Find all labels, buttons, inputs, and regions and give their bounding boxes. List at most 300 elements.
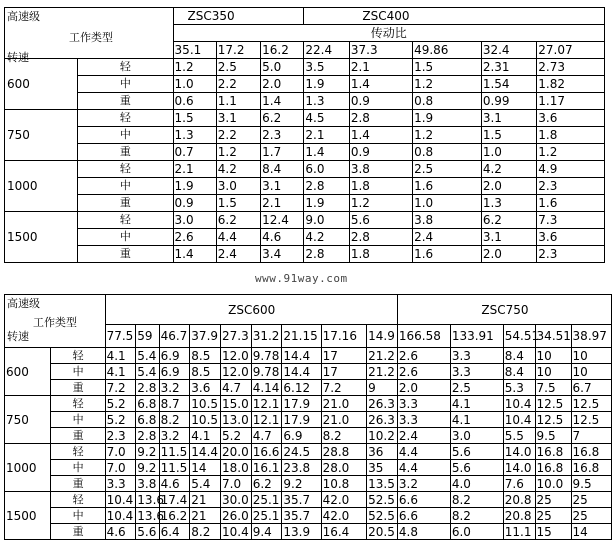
value-cell: 3.1	[481, 110, 536, 127]
table-row	[5, 380, 612, 396]
value-cell: 6.12	[282, 380, 321, 396]
value-cell: 3.0	[173, 212, 216, 229]
value-cell: 1.0	[173, 76, 216, 93]
value-cell: 10.5	[190, 412, 221, 428]
load-type-cell: 重	[78, 93, 173, 110]
value-cell: 1.0	[481, 144, 536, 161]
value-cell: 1.9	[304, 195, 349, 212]
value-cell: 16.1	[251, 460, 282, 476]
table-row	[5, 127, 605, 144]
value-cell: 3.3	[397, 396, 450, 412]
value-cell: 20.8	[503, 508, 535, 524]
load-type-cell: 轻	[78, 59, 173, 76]
value-cell: 2.0	[481, 246, 536, 263]
rating-table-zsc600-zsc750	[4, 294, 612, 540]
table-row	[5, 195, 605, 212]
value-cell: 1.2	[216, 144, 260, 161]
value-cell: 9.78	[251, 348, 282, 364]
value-cell: 2.6	[397, 348, 450, 364]
value-cell: 10.8	[321, 476, 367, 492]
ratio-header-cell: 77.5	[105, 325, 136, 348]
value-cell: 2.3	[537, 178, 605, 195]
value-cell: 1.17	[537, 93, 605, 110]
table-row	[5, 364, 612, 380]
load-type-cell: 轻	[78, 161, 173, 178]
value-cell: 5.6	[349, 212, 412, 229]
value-cell: 28.8	[321, 444, 367, 460]
value-cell: 8.7	[159, 396, 190, 412]
value-cell: 8.2	[321, 428, 367, 444]
speed-cell: 1500	[5, 492, 51, 540]
load-type-cell: 重	[50, 428, 105, 444]
value-cell: 3.0	[450, 428, 503, 444]
value-cell: 2.0	[397, 380, 450, 396]
ratio-header-cell: 46.7	[159, 325, 190, 348]
ratio-header-cell: 27.3	[221, 325, 252, 348]
value-cell: 42.0	[321, 492, 367, 508]
table-row	[5, 508, 612, 524]
value-cell: 25	[535, 508, 571, 524]
model-header-zsc750: ZSC750	[397, 295, 611, 325]
table-row	[5, 412, 612, 428]
value-cell: 25	[571, 492, 611, 508]
value-cell: 16.2	[159, 508, 190, 524]
value-cell: 18.0	[221, 460, 252, 476]
value-cell: 7.0	[221, 476, 252, 492]
value-cell: 3.3	[105, 476, 136, 492]
value-cell: 1.2	[173, 59, 216, 76]
value-cell: 4.7	[251, 428, 282, 444]
value-cell: 5.6	[136, 524, 159, 540]
value-cell: 5.4	[136, 364, 159, 380]
value-cell: 2.8	[349, 110, 412, 127]
value-cell: 3.2	[159, 380, 190, 396]
value-cell: 10.2	[367, 428, 398, 444]
value-cell: 1.4	[304, 144, 349, 161]
value-cell: 20.5	[367, 524, 398, 540]
value-cell: 1.3	[173, 127, 216, 144]
value-cell: 16.6	[251, 444, 282, 460]
value-cell: 10	[571, 364, 611, 380]
value-cell: 7.6	[503, 476, 535, 492]
value-cell: 26.3	[367, 396, 398, 412]
value-cell: 5.3	[503, 380, 535, 396]
value-cell: 9.5	[571, 476, 611, 492]
value-cell: 14	[190, 460, 221, 476]
load-type-cell: 轻	[50, 348, 105, 364]
speed-cell: 750	[5, 396, 51, 444]
value-cell: 5.6	[450, 460, 503, 476]
value-cell: 12.5	[571, 396, 611, 412]
value-cell: 2.4	[216, 246, 260, 263]
value-cell: 2.2	[216, 127, 260, 144]
value-cell: 26.0	[221, 508, 252, 524]
load-type-cell: 重	[50, 476, 105, 492]
ratio-header-cell: 16.2	[261, 42, 304, 59]
value-cell: 17.9	[282, 396, 321, 412]
value-cell: 3.3	[450, 348, 503, 364]
value-cell: 9.2	[136, 460, 159, 476]
value-cell: 16.4	[321, 524, 367, 540]
load-type-cell: 中	[78, 178, 173, 195]
value-cell: 3.3	[397, 412, 450, 428]
value-cell: 1.7	[261, 144, 304, 161]
value-cell: 2.8	[136, 380, 159, 396]
speed-cell: 600	[5, 59, 78, 110]
value-cell: 3.1	[216, 110, 260, 127]
value-cell: 2.4	[397, 428, 450, 444]
value-cell: 0.8	[413, 93, 482, 110]
value-cell: 3.2	[159, 428, 190, 444]
value-cell: 1.2	[349, 195, 412, 212]
value-cell: 2.1	[304, 127, 349, 144]
table-row	[5, 161, 605, 178]
value-cell: 24.5	[282, 444, 321, 460]
ratio-header-cell: 37.3	[349, 42, 412, 59]
value-cell: 14.0	[503, 444, 535, 460]
value-cell: 0.6	[173, 93, 216, 110]
table-row	[5, 212, 605, 229]
value-cell: 4.0	[450, 476, 503, 492]
value-cell: 2.5	[413, 161, 482, 178]
value-cell: 1.82	[537, 76, 605, 93]
value-cell: 4.14	[251, 380, 282, 396]
value-cell: 36	[367, 444, 398, 460]
load-type-cell: 中	[50, 508, 105, 524]
value-cell: 2.8	[349, 229, 412, 246]
load-type-cell: 中	[50, 460, 105, 476]
table-row	[5, 524, 612, 540]
value-cell: 8.5	[190, 364, 221, 380]
value-cell: 4.4	[397, 460, 450, 476]
load-type-cell: 轻	[50, 444, 105, 460]
table-row	[5, 229, 605, 246]
value-cell: 0.9	[173, 195, 216, 212]
value-cell: 28.0	[321, 460, 367, 476]
load-type-cell: 中	[50, 364, 105, 380]
value-cell: 52.5	[367, 508, 398, 524]
value-cell: 1.9	[413, 110, 482, 127]
value-cell: 35	[367, 460, 398, 476]
value-cell: 3.8	[413, 212, 482, 229]
ratio-header-cell: 166.58	[397, 325, 450, 348]
value-cell: 2.31	[481, 59, 536, 76]
table-row	[5, 476, 612, 492]
value-cell: 3.3	[450, 364, 503, 380]
value-cell: 30.0	[221, 492, 252, 508]
value-cell: 2.6	[397, 364, 450, 380]
value-cell: 2.8	[304, 178, 349, 195]
value-cell: 1.4	[349, 76, 412, 93]
value-cell: 3.8	[349, 161, 412, 178]
value-cell: 2.3	[537, 246, 605, 263]
value-cell: 10	[535, 348, 571, 364]
value-cell: 4.1	[450, 412, 503, 428]
table-row	[5, 492, 612, 508]
value-cell: 3.1	[481, 229, 536, 246]
value-cell: 15.0	[221, 396, 252, 412]
value-cell: 6.2	[261, 110, 304, 127]
value-cell: 1.6	[537, 195, 605, 212]
ratio-header-cell: 21.15	[282, 325, 321, 348]
value-cell: 14.4	[190, 444, 221, 460]
value-cell: 6.2	[481, 212, 536, 229]
value-cell: 26.3	[367, 412, 398, 428]
value-cell: 7.0	[105, 444, 136, 460]
table-row	[5, 59, 605, 76]
value-cell: 2.1	[349, 59, 412, 76]
value-cell: 3.8	[136, 476, 159, 492]
value-cell: 4.1	[190, 428, 221, 444]
value-cell: 9	[367, 380, 398, 396]
value-cell: 8.2	[159, 412, 190, 428]
website-watermark: www.91way.com	[255, 272, 348, 285]
value-cell: 5.2	[105, 412, 136, 428]
table-row	[5, 460, 612, 476]
value-cell: 21.0	[321, 396, 367, 412]
value-cell: 21.2	[367, 364, 398, 380]
load-type-cell: 重	[50, 524, 105, 540]
rotation-speed-label: 转速	[7, 51, 29, 64]
work-type-label: 工作类型	[33, 316, 77, 329]
value-cell: 7.5	[535, 380, 571, 396]
value-cell: 9.0	[304, 212, 349, 229]
table-row	[5, 348, 612, 364]
load-type-cell: 重	[50, 380, 105, 396]
value-cell: 2.0	[261, 76, 304, 93]
value-cell: 14.4	[282, 364, 321, 380]
table-row	[5, 93, 605, 110]
value-cell: 9.2	[282, 476, 321, 492]
value-cell: 5.2	[221, 428, 252, 444]
ratio-header-cell: 22.4	[304, 42, 349, 59]
value-cell: 23.8	[282, 460, 321, 476]
ratio-header-cell: 32.4	[481, 42, 536, 59]
table-row	[5, 444, 612, 460]
value-cell: 6.9	[159, 348, 190, 364]
speed-cell: 1000	[5, 161, 78, 212]
value-cell: 1.4	[173, 246, 216, 263]
value-cell: 4.6	[261, 229, 304, 246]
value-cell: 6.4	[159, 524, 190, 540]
ratio-header-cell: 49.86	[413, 42, 482, 59]
value-cell: 4.6	[159, 476, 190, 492]
value-cell: 5.4	[136, 348, 159, 364]
value-cell: 1.6	[413, 178, 482, 195]
value-cell: 5.6	[450, 444, 503, 460]
load-type-cell: 重	[78, 246, 173, 263]
model-header-zsc350: ZSC350	[173, 8, 304, 25]
value-cell: 0.9	[349, 93, 412, 110]
table-row	[5, 144, 605, 161]
value-cell: 5.2	[105, 396, 136, 412]
value-cell: 2.8	[136, 428, 159, 444]
value-cell: 5.4	[190, 476, 221, 492]
model-header-zsc400: ZSC400	[304, 8, 605, 25]
value-cell: 2.6	[173, 229, 216, 246]
value-cell: 4.1	[105, 348, 136, 364]
value-cell: 20.8	[503, 492, 535, 508]
speed-cell: 750	[5, 110, 78, 161]
value-cell: 10	[571, 348, 611, 364]
value-cell: 9.78	[251, 364, 282, 380]
value-cell: 2.73	[537, 59, 605, 76]
value-cell: 1.4	[349, 127, 412, 144]
value-cell: 13.9	[282, 524, 321, 540]
value-cell: 7	[571, 428, 611, 444]
value-cell: 15	[535, 524, 571, 540]
ratio-header-cell: 54.51	[503, 325, 535, 348]
load-type-cell: 轻	[50, 396, 105, 412]
value-cell: 1.3	[304, 93, 349, 110]
value-cell: 11.5	[159, 460, 190, 476]
load-type-cell: 中	[78, 76, 173, 93]
value-cell: 6.8	[136, 396, 159, 412]
value-cell: 3.4	[261, 246, 304, 263]
ratio-header-cell: 38.97	[571, 325, 611, 348]
value-cell: 1.5	[216, 195, 260, 212]
value-cell: 4.7	[221, 380, 252, 396]
value-cell: 7.2	[105, 380, 136, 396]
value-cell: 14.4	[282, 348, 321, 364]
value-cell: 3.6	[537, 229, 605, 246]
table-row	[5, 178, 605, 195]
ratio-header-cell: 14.9	[367, 325, 398, 348]
value-cell: 10.4	[503, 412, 535, 428]
value-cell: 16.8	[571, 460, 611, 476]
value-cell: 4.6	[105, 524, 136, 540]
value-cell: 16.8	[535, 444, 571, 460]
speed-cell: 600	[5, 348, 51, 396]
high-speed-stage-label: 高速级	[7, 10, 40, 23]
value-cell: 16.8	[535, 460, 571, 476]
value-cell: 0.9	[349, 144, 412, 161]
value-cell: 6.8	[136, 412, 159, 428]
value-cell: 10.5	[190, 396, 221, 412]
value-cell: 1.2	[413, 127, 482, 144]
value-cell: 2.3	[105, 428, 136, 444]
value-cell: 12.0	[221, 348, 252, 364]
value-cell: 21.0	[321, 412, 367, 428]
value-cell: 1.1	[216, 93, 260, 110]
value-cell: 52.5	[367, 492, 398, 508]
value-cell: 16.8	[571, 444, 611, 460]
value-cell: 4.4	[397, 444, 450, 460]
value-cell: 1.6	[413, 246, 482, 263]
value-cell: 7.0	[105, 460, 136, 476]
value-cell: 3.1	[261, 178, 304, 195]
model-header-zsc600: ZSC600	[105, 295, 397, 325]
value-cell: 2.1	[173, 161, 216, 178]
load-type-cell: 中	[78, 229, 173, 246]
ratio-header-cell: 133.91	[450, 325, 503, 348]
value-cell: 4.2	[304, 229, 349, 246]
value-cell: 13.6	[137, 508, 165, 523]
value-cell: 11.5	[159, 444, 190, 460]
value-cell: 21	[190, 508, 221, 524]
value-cell: 1.8	[349, 246, 412, 263]
work-type-label: 工作类型	[69, 31, 113, 44]
value-cell: 6.6	[397, 508, 450, 524]
value-cell: 13.5	[367, 476, 398, 492]
value-cell: 8.2	[190, 524, 221, 540]
value-cell: 17	[321, 364, 367, 380]
load-type-cell: 重	[78, 195, 173, 212]
value-cell: 2.2	[216, 76, 260, 93]
value-cell: 2.1	[261, 195, 304, 212]
value-cell: 1.5	[413, 59, 482, 76]
value-cell: 1.0	[413, 195, 482, 212]
value-cell: 17.4	[159, 492, 190, 508]
value-cell: 6.9	[282, 428, 321, 444]
table-row	[5, 428, 612, 444]
value-cell: 1.5	[173, 110, 216, 127]
rating-table-zsc350-zsc400	[4, 7, 605, 263]
value-cell: 8.4	[503, 364, 535, 380]
value-cell: 8.2	[450, 492, 503, 508]
value-cell: 8.4	[261, 161, 304, 178]
value-cell: 6.7	[571, 380, 611, 396]
value-cell: 1.2	[413, 76, 482, 93]
high-speed-stage-label: 高速级	[7, 297, 40, 310]
value-cell: 14	[571, 524, 611, 540]
value-cell: 12.1	[251, 396, 282, 412]
table-corner-header	[5, 8, 174, 64]
value-cell: 9.4	[251, 524, 282, 540]
value-cell: 10.4	[105, 508, 136, 524]
value-cell: 1.2	[537, 144, 605, 161]
value-cell: 6.6	[397, 492, 450, 508]
value-cell: 21	[190, 492, 221, 508]
value-cell: 35.7	[282, 508, 321, 524]
value-cell: 12.1	[251, 412, 282, 428]
value-cell: 3.0	[216, 178, 260, 195]
value-cell: 8.4	[503, 348, 535, 364]
value-cell: 12.4	[261, 212, 304, 229]
value-cell: 2.8	[304, 246, 349, 263]
value-cell: 12.5	[535, 396, 571, 412]
speed-cell: 1500	[5, 212, 78, 263]
table-row	[5, 76, 605, 93]
value-cell: 6.2	[251, 476, 282, 492]
value-cell: 21.2	[367, 348, 398, 364]
value-cell: 3.5	[304, 59, 349, 76]
table-row	[5, 396, 612, 412]
value-cell: 4.2	[216, 161, 260, 178]
load-type-cell: 中	[50, 412, 105, 428]
ratio-header-cell: 34.51	[535, 325, 571, 348]
value-cell: 10.4	[221, 524, 252, 540]
value-cell: 17	[321, 348, 367, 364]
load-type-cell: 轻	[50, 492, 105, 508]
ratio-header-cell: 17.16	[321, 325, 367, 348]
value-cell: 4.9	[537, 161, 605, 178]
value-cell: 25.1	[251, 508, 282, 524]
value-cell: 0.99	[481, 93, 536, 110]
value-cell: 1.54	[481, 76, 536, 93]
value-cell: 6.0	[450, 524, 503, 540]
value-cell: 10.4	[503, 396, 535, 412]
ratio-header-cell: 27.07	[537, 42, 605, 59]
value-cell: 10	[535, 364, 571, 380]
value-cell: 12.5	[535, 412, 571, 428]
value-cell: 1.9	[173, 178, 216, 195]
table-row	[5, 246, 605, 263]
value-cell: 20.0	[221, 444, 252, 460]
value-cell: 6.2	[216, 212, 260, 229]
value-cell: 1.5	[481, 127, 536, 144]
value-cell: 5.5	[503, 428, 535, 444]
